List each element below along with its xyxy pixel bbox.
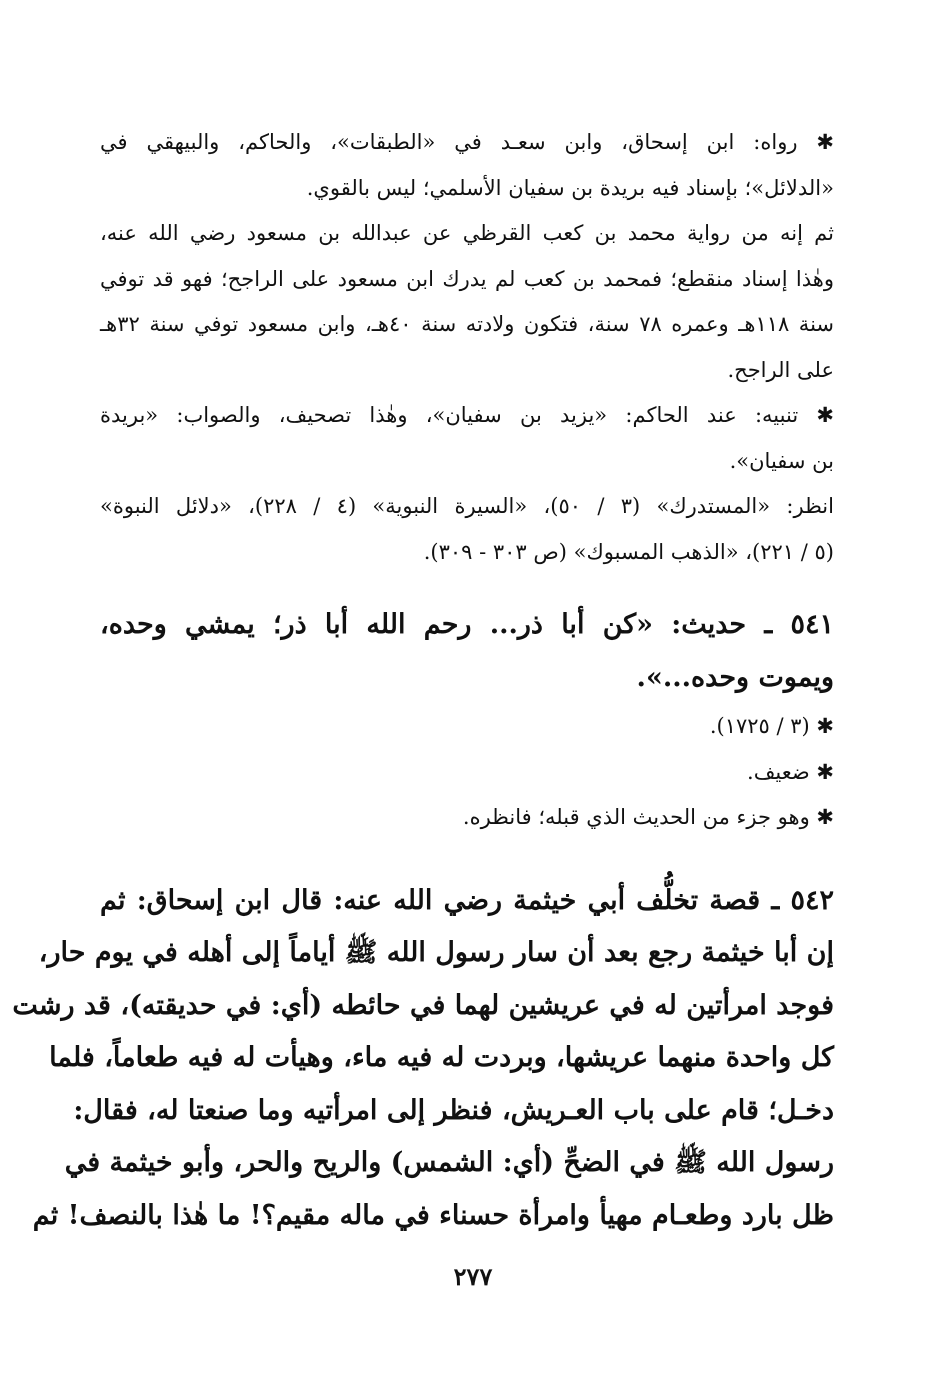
hadith-542: [12, 875, 834, 1243]
text-line: على الراجح.: [727, 357, 834, 382]
text-line: ✱ تنبيه: عند الحاكم: «يزيد بن سفيان»، وهٰذا تصحيف، والصواب: «بريدة: [100, 403, 834, 427]
hadith-text-line: ظل بارد وطعـام مهيأ وامرأة حسناء في ماله مقيم؟! ما هٰذا بالنصف! ثم: [32, 1199, 834, 1231]
hadith-text-line: إن أبا خيثمة رجع بعد أن سار رسول الله ﷺ أياماً إلى أهله في يوم حار،: [38, 937, 834, 968]
section-540-tail: [100, 120, 834, 575]
hadith-text-line: رسول الله ﷺ في الضحِّ (أي: الشمس) والريح والحر، وأبو خيثمة في: [64, 1147, 834, 1178]
text-line: «الدلائل»؛ بإسناد فيه بريدة بن سفيان الأسلمي؛ ليس بالقوي.: [306, 175, 834, 200]
text-line: ✱ رواه: ابن إسحاق، وابن سعـد في «الطبقات»، والحاكم، والبيهقي في: [100, 130, 834, 154]
hadith-text-line: ٥٤٢ ـ قصة تخلُّف أبي خيثمة رضي الله عنه: قال ابن إسحاق: ثم: [100, 884, 834, 916]
text-line: ثم إنه من رواية محمد بن كعب القرظي عن عبدالله بن مسعود رضي الله عنه،: [100, 221, 834, 245]
section-gap: [100, 575, 834, 599]
text-line: بن سفيان».: [729, 448, 834, 473]
hadith-text-line: دخـل؛ قام على باب العـريش، فنظر إلى امرأتيه وما صنعتا له، فقال:: [73, 1094, 834, 1126]
note-line: ✱ وهو جزء من الحديث الذي قبله؛ فانظره.: [462, 805, 834, 829]
hadith-541: [100, 599, 834, 841]
hadith-text-line: كل واحدة منهما عريشها، وبردت له فيه ماء، وهيأت له فيه طعاماً، فلما: [49, 1042, 834, 1073]
note-line: ✱ ضعيف.: [747, 759, 834, 784]
hadith-text-line: فوجد امرأتين له في عريشين لهما في حائطه (أي: في حديقته)، قد رشت: [12, 989, 834, 1021]
text-line: (٥ / ٢٢١)، «الذهب المسبوك» (ص ٣٠٣ - ٣٠٩).: [423, 539, 834, 564]
page-number: ٢٧٧: [453, 1262, 493, 1291]
hadith-heading-line: ويموت وحده...».: [636, 661, 834, 693]
text-line: وهٰذا إسناد منقطع؛ فمحمد بن كعب لم يدرك ابن مسعود على الراجح؛ فهو قد توفي: [100, 266, 834, 291]
text-line: سنة ١١٨هـ وعمره ٧٨ سنة، فتكون ولادته سنة ٤٠هـ، وابن مسعود توفي سنة ٣٢هـ: [100, 312, 835, 336]
text-line: انظر: «المستدرك» (٣ / ٥٠)، «السيرة النبوية» (٤ / ٢٢٨)، «دلائل النبوة»: [100, 494, 834, 518]
section-gap: [100, 841, 834, 875]
note-line: ✱ (٣ / ١٧٢٥).: [709, 714, 834, 738]
hadith-heading-line: ٥٤١ ـ حديث: «كن أبا ذر... رحم الله أبا ذر؛ يمشي وحده،: [100, 609, 835, 640]
